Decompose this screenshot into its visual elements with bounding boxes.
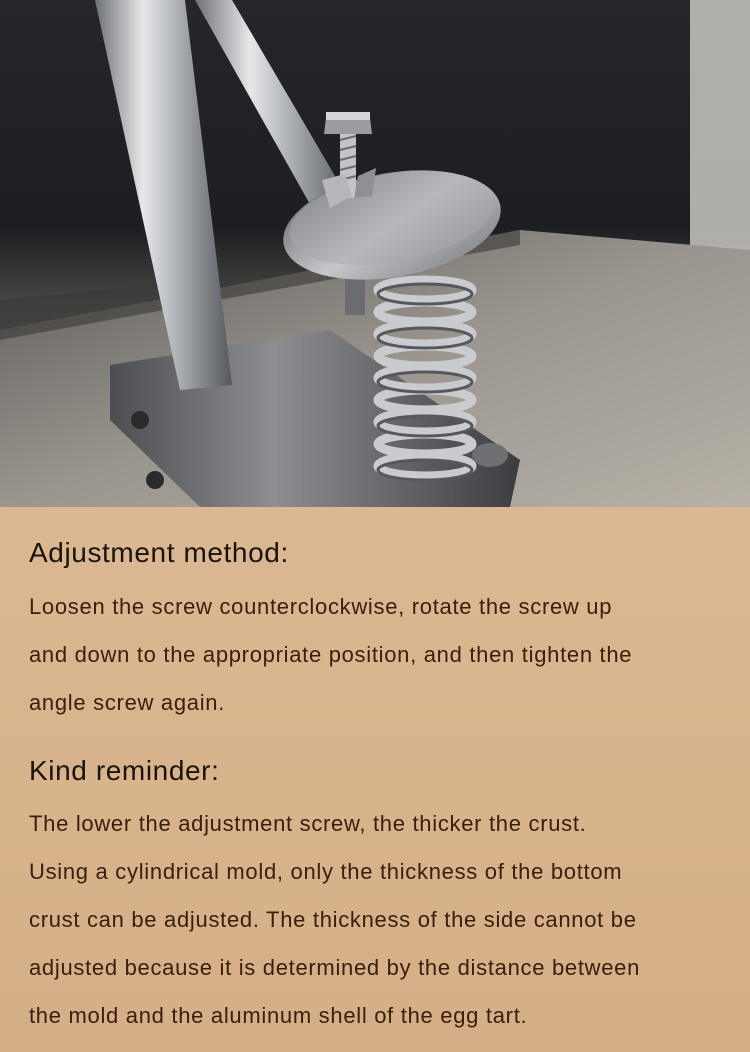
text-line: Loosen the screw counterclockwise, rotate the screw up [29, 594, 613, 619]
text-line: Using a cylindrical mold, only the thickness of the bottom [29, 859, 623, 884]
text-line: angle screw again. [29, 690, 226, 715]
text-line: the mold and the aluminum shell of the egg tart. [29, 1003, 528, 1028]
instructions-panel [0, 507, 750, 1052]
text-line: crust can be adjusted. The thickness of the side cannot be [29, 907, 637, 932]
kind-reminder-heading: Kind reminder: [29, 755, 220, 786]
text-line: The lower the adjustment screw, the thicker the crust. [29, 811, 587, 836]
adjustment-method-text [29, 583, 739, 727]
product-photo [0, 0, 750, 507]
text-line: and down to the appropriate position, and then tighten the [29, 642, 633, 667]
machine-illustration [0, 0, 750, 507]
adjustment-method-heading: Adjustment method: [29, 537, 289, 568]
kind-reminder-text [29, 800, 739, 1040]
text-line: adjusted because it is determined by the distance between [29, 955, 641, 980]
